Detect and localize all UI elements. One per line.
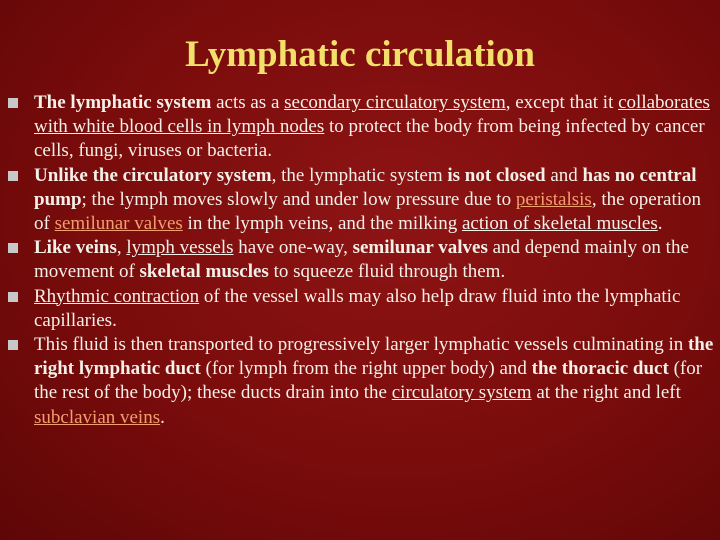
bold-text: skeletal muscles xyxy=(139,261,269,283)
body-text: (for lymph from the right upper body) and xyxy=(200,358,532,380)
bullet-item xyxy=(8,333,714,430)
bullet-square-icon xyxy=(8,340,18,350)
bullet-square-icon xyxy=(8,171,18,181)
hyperlink[interactable]: subclavian veins xyxy=(34,406,161,428)
bullet-list xyxy=(8,91,714,430)
bold-text: is not closed xyxy=(447,164,546,186)
body-text: acts as a xyxy=(211,92,285,113)
hyperlink[interactable]: circulatory system xyxy=(391,382,532,404)
body-text: ; the lymph moves slowly and under low pressure due to xyxy=(81,188,516,210)
body-text: have one-way, xyxy=(233,237,353,259)
bold-text: semilunar valves xyxy=(352,237,488,259)
bold-text: the thoracic duct xyxy=(531,358,669,380)
body-text: , the lymphatic system xyxy=(271,164,448,186)
bold-text: Unlike the circulatory system xyxy=(34,164,272,186)
bold-text: The lymphatic system xyxy=(34,92,212,113)
body-text: of the vessel walls may also help draw fluid into the lymphatic capillaries. xyxy=(34,285,681,331)
body-text: , xyxy=(116,237,127,259)
body-text: and depend mainly on the movement of xyxy=(34,237,689,283)
hyperlink[interactable]: lymph vessels xyxy=(126,237,234,259)
bullet-square-icon xyxy=(8,243,18,253)
hyperlink[interactable]: collaborates with white blood cells in lymph nodes xyxy=(34,92,710,138)
body-text: . xyxy=(160,406,165,428)
hyperlink[interactable]: semilunar valves xyxy=(54,213,183,235)
body-text: This fluid is then transported to progressively larger lymphatic vessels culminating in xyxy=(34,334,688,356)
bold-text: Like veins xyxy=(34,237,117,259)
hyperlink[interactable]: peristalsis xyxy=(515,188,592,210)
body-text: in the lymph veins, and the milking xyxy=(182,213,462,235)
body-text: to protect the body from being infected by cancer cells, fungi, viruses or bacteria. xyxy=(34,116,705,162)
bullet-item xyxy=(8,164,714,237)
bullet-square-icon xyxy=(8,292,18,302)
hyperlink[interactable]: secondary circulatory system xyxy=(284,92,506,113)
hyperlink[interactable]: action of skeletal muscles xyxy=(461,213,658,235)
bullet-item xyxy=(8,285,714,333)
body-text: to squeeze fluid through them. xyxy=(268,261,506,283)
hyperlink[interactable]: Rhythmic contraction xyxy=(34,285,200,307)
body-text: , except that it xyxy=(505,92,619,113)
bold-text: has no central pump xyxy=(34,164,697,210)
bold-text: the right lymphatic duct xyxy=(34,334,714,380)
body-text: at the right and left xyxy=(531,382,681,404)
slide-title: Lymphatic circulation xyxy=(185,34,535,75)
bullet-item xyxy=(8,91,714,164)
body-text: , the operation of xyxy=(34,188,702,235)
bullet-square-icon xyxy=(8,98,18,108)
body-text: (for the rest of the body); these ducts drain into the xyxy=(34,358,703,404)
body-text: and xyxy=(545,164,583,186)
body-text: . xyxy=(657,213,663,235)
bullet-item xyxy=(8,236,714,284)
